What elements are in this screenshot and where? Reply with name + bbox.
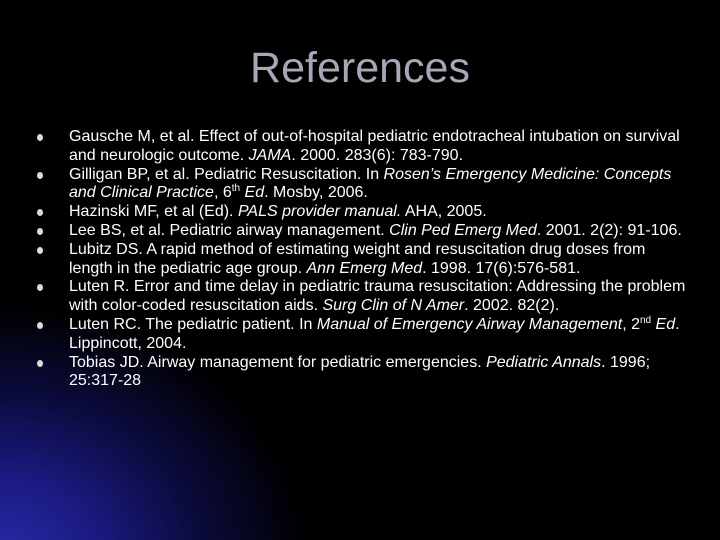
reference-source-title: Pediatric Annals	[486, 353, 602, 371]
reference-text: Gilligan BP, et al. Pediatric Resuscitation. In	[69, 165, 384, 183]
reference-text: . 2002. 82(2).	[464, 297, 560, 315]
reference-source-title: JAMA	[248, 146, 292, 164]
reference-text: . Mosby, 2006.	[264, 184, 368, 202]
reference-text: Hazinski MF, et al (Ed).	[69, 203, 238, 221]
reference-text: , 6	[213, 184, 232, 202]
reference-text: , 2	[622, 315, 640, 333]
reference-source-title: Clin Ped Emerg Med	[389, 221, 537, 239]
reference-text: Lubitz DS. A rapid method of estimating weight and resuscitation drug doses from length in the pediatric age group.	[69, 240, 646, 277]
reference-item	[37, 354, 687, 392]
reference-text: . 1996; 25:317-28	[69, 353, 651, 390]
reference-source-title: Manual of Emergency Airway Management	[316, 315, 623, 333]
bullet-dot-icon	[37, 284, 43, 291]
reference-item	[37, 128, 687, 166]
bullet-dot-icon	[37, 247, 43, 254]
bullet-dot-icon	[37, 209, 43, 216]
bullet-dot-icon	[37, 134, 43, 141]
bullet-dot-icon	[37, 228, 43, 235]
reference-text: . 2001. 2(2): 91-106.	[536, 221, 682, 239]
bullet-dot-icon	[37, 172, 43, 179]
reference-item	[37, 241, 687, 279]
reference-source-title: Ann Emerg Med	[306, 259, 423, 277]
reference-text: Tobias JD. Airway management for pediatric emergencies.	[69, 353, 487, 371]
bullet-dot-icon	[37, 322, 43, 329]
reference-item	[37, 222, 687, 241]
reference-source-title: Surg Clin of N Amer	[322, 297, 465, 315]
reference-list	[37, 128, 687, 391]
reference-text: . 2000. 283(6): 783-790.	[291, 146, 464, 164]
ordinal-superscript: nd	[639, 314, 652, 326]
bullet-dot-icon	[37, 360, 43, 367]
reference-source-title: PALS provider manual.	[237, 203, 402, 221]
reference-text: AHA, 2005.	[401, 203, 487, 221]
reference-item	[37, 203, 687, 222]
reference-item	[37, 316, 687, 354]
reference-text: . Lippincott, 2004.	[69, 315, 680, 352]
reference-item	[37, 166, 687, 204]
reference-text: Lee BS, et al. Pediatric airway management.	[69, 221, 390, 239]
ordinal-superscript: th	[231, 183, 241, 195]
reference-text: Luten R. Error and time delay in pediatric trauma resuscitation: Addressing the problem with color-coded resuscitation aids.	[69, 278, 686, 315]
reference-text: Gausche M, et al. Effect of out-of-hospital pediatric endotracheal intubation on survival and neurologic outcome.	[69, 128, 680, 164]
reference-text: Luten RC. The pediatric patient. In	[69, 315, 317, 333]
slide-title: References	[250, 44, 470, 92]
reference-item	[37, 278, 687, 316]
reference-source-title: Ed	[651, 315, 676, 333]
reference-source-title: Rosen’s Emergency Medicine: Concepts and Clinical Practice	[69, 165, 672, 202]
reference-source-title: Ed	[240, 184, 265, 202]
reference-text: . 1998. 17(6):576-581.	[422, 259, 581, 277]
